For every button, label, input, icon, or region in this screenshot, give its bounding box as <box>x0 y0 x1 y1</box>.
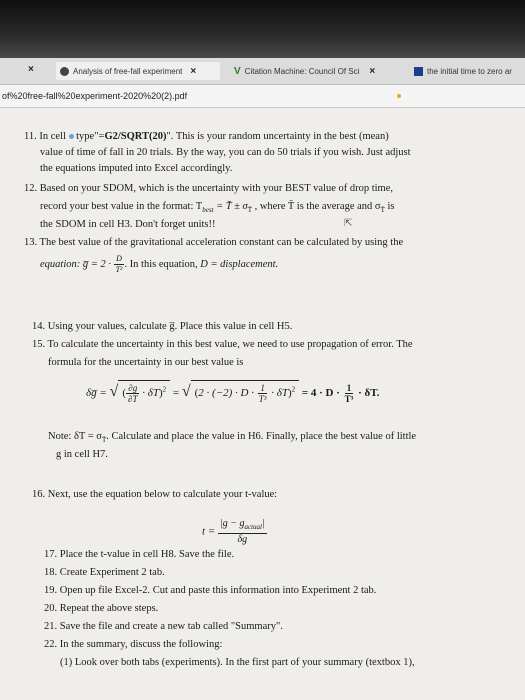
tab-close-icon[interactable]: × <box>190 65 197 77</box>
step-22-sub1: (1) Look over both tabs (experiments). In the first part of your summary (textbox 1), <box>60 657 415 668</box>
note-text: Note: δT = σ <box>48 431 102 442</box>
denominator: ∂T <box>128 394 138 404</box>
denominator: T² <box>115 265 123 274</box>
radical-icon: √ <box>181 383 191 401</box>
numerator-text: | <box>261 518 265 529</box>
formula-lhs: δg̅ = <box>86 387 110 400</box>
exponent: 2 <box>291 385 296 394</box>
t-value-formula <box>202 518 267 546</box>
step-12-text: , where T̄ is the average and σ <box>251 201 381 212</box>
format-expression: = T̄ ± σ <box>213 201 248 212</box>
term: 2 · (−2) · D · <box>198 387 257 400</box>
formula-lhs: t = <box>202 525 218 538</box>
step-15-line2: formula for the uncertainty in our best value is <box>48 357 244 368</box>
step-12-text: is <box>384 201 395 212</box>
fraction <box>343 383 356 404</box>
step-12-text: record your best value in the format: T <box>40 201 203 212</box>
browser-tab-bar <box>0 58 525 85</box>
subscript: actual <box>244 523 262 531</box>
formula-rhs: · δT. <box>355 387 380 400</box>
subscript: T̄ <box>380 206 385 215</box>
step-11-text: 11. In cell <box>24 131 69 142</box>
denominator: T³ <box>258 394 267 404</box>
step-11-line2: value of time of fall in 20 trials. By the way, you can do 50 trials if you wish. Just adjust <box>40 147 411 158</box>
citation-favicon-icon: V <box>234 65 241 77</box>
step-12-line2 <box>40 200 395 217</box>
step-16: 16. Next, use the equation below to calculate your t-value: <box>32 489 278 500</box>
step-13-line2 <box>40 254 278 275</box>
equals: = <box>172 387 182 400</box>
step-11-text: type"= <box>73 131 105 142</box>
tab-label: Analysis of free-fall experiment <box>73 66 183 76</box>
monitor-bezel <box>0 0 525 58</box>
step-21: 21. Save the file and create a new tab called "Summary". <box>44 621 283 632</box>
definition: D = displacement. <box>200 258 279 270</box>
subscript: T̄ <box>101 436 107 445</box>
mouse-pointer-icon: ⇱ <box>344 218 353 229</box>
tab-citation-machine[interactable] <box>234 62 404 80</box>
step-19: 19. Open up file Excel-2. Cut and paste this information into Experiment 2 tab. <box>44 585 377 596</box>
tab-close-icon[interactable]: × <box>369 65 376 77</box>
step-12-line3: the SDOM in cell H3. Don't forget units!! <box>40 219 216 230</box>
subscript: best <box>202 206 214 215</box>
page-favicon-icon <box>60 67 69 76</box>
numerator: 1 <box>260 383 265 393</box>
subscript: T̄ <box>247 206 252 215</box>
fraction <box>218 518 267 546</box>
step-18: 18. Create Experiment 2 tab. <box>44 567 165 578</box>
fraction <box>257 383 269 404</box>
step-11 <box>24 130 389 144</box>
fraction <box>114 254 125 275</box>
term: · δT <box>139 387 159 400</box>
tab-label: the initial time to zero ar <box>427 66 512 76</box>
extension-dot-icon <box>397 94 401 98</box>
step-11-line3: the equations imputed into Excel accordingly. <box>40 163 233 174</box>
partial-derivative <box>126 383 139 404</box>
propagation-formula <box>86 380 380 404</box>
note-line2: g in cell H7. <box>56 449 108 460</box>
step-17: 17. Place the t-value in cell H8. Save the file. <box>44 549 235 560</box>
step-22: 22. In the summary, discuss the following: <box>44 639 223 650</box>
bookmark-favicon-icon <box>414 67 423 76</box>
step-14: 14. Using your values, calculate g̅. Place this value in cell H5. <box>32 321 293 332</box>
denominator: δg <box>237 534 248 545</box>
step-13: 13. The best value of the gravitational acceleration constant can be calculated by using the <box>24 237 404 248</box>
excel-formula: G2/SQRT(20) <box>104 131 167 142</box>
address-bar[interactable] <box>0 85 525 108</box>
numerator: 1 <box>346 383 352 393</box>
step-20: 20. Repeat the above steps. <box>44 603 159 614</box>
note-text: . Calculate and place the value in H6. Finally, place the best value of little <box>106 431 417 442</box>
equation: equation: g̅ = 2 · <box>40 258 114 270</box>
url-text: of%20free-fall%20experiment-2020%20(2).pdf <box>2 91 188 101</box>
sqrt-term-1: ( $\frac{\partial g}{\partial T}$ · δT)$^2$ <box>118 380 170 404</box>
note-line1 <box>48 430 416 447</box>
numerator: ∂g <box>128 383 138 393</box>
radical-icon: √ <box>109 383 119 401</box>
step-15: 15. To calculate the uncertainty in this best value, we need to use propagation of error. The <box>32 339 413 350</box>
denominator: T³ <box>344 394 354 404</box>
tab-initial-time[interactable] <box>414 62 525 80</box>
numerator <box>218 518 267 534</box>
step-13-text: . In this equation, <box>124 258 201 270</box>
step-12: 12. Based on your SDOM, which is the uncertainty with your BEST value of drop time, <box>24 183 394 194</box>
tab-analysis[interactable] <box>56 62 220 80</box>
sqrt-term-2: (2 · (−2) · D · $\frac{1}{\text{T³}}$ · δT)$^2$ <box>191 380 300 404</box>
formula-rhs: = 4 · D · <box>301 387 343 400</box>
tab-label: Citation Machine: Council Of Sci <box>244 66 360 76</box>
numerator-text: |g − g <box>219 518 245 529</box>
step-11-text: ". This is your random uncertainty in the best (mean) <box>166 131 389 142</box>
numerator: D <box>116 254 122 263</box>
exponent: 2 <box>162 385 167 394</box>
pdf-page <box>0 108 525 700</box>
term: · δT <box>268 387 288 400</box>
close-icon[interactable]: × <box>28 64 34 75</box>
